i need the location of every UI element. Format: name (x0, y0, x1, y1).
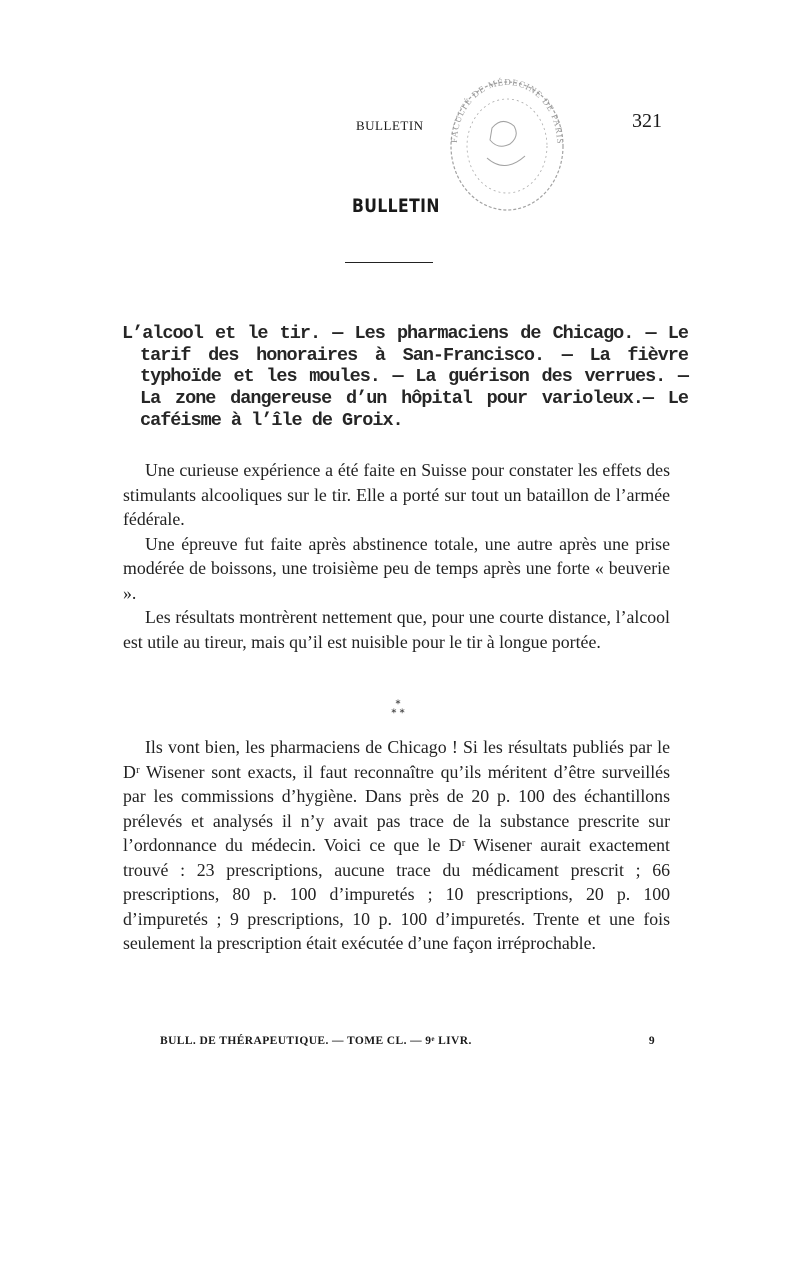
article-alcohol-shooting (123, 458, 670, 654)
stamp-ring-text: FACULTÉ DE MÉDECINE DE PARIS (448, 76, 566, 145)
article-chicago-pharmacists (123, 735, 670, 956)
page-footer (160, 1035, 655, 1047)
library-stamp (437, 58, 577, 228)
footer-signature: BULL. DE THÉRAPEUTIQUE. — TOME CL. — 9ᵉ LIVR. (160, 1035, 472, 1047)
svg-text:FACULTÉ DE MÉDECINE DE PARIS (449, 77, 565, 145)
section-title: BULLETIN (352, 195, 440, 217)
paragraph: Les résultats montrèrent nettement que, pour une courte distance, l’alcool est utile au tireur, mais qu’il est nuisible pour le tir à longue portée. (123, 607, 670, 652)
paragraph: Une curieuse expérience a été faite en Suisse pour constater les effets des stimulants alcooliques sur le tir. Elle a porté sur tout un bataillon de l’armée fédérale. (123, 460, 670, 529)
page-number: 321 (632, 110, 662, 132)
summary-abstract: L’alcool et le tir. — Les pharmaciens de Chicago. — Le tarif des honoraires à San-Francisco. — La fièvre typhoïde et les moules. — La guérison des verrues. — La zone dangereuse d’un hôpital pour varioleux.— Le caféisme à l’île de Groix. (122, 323, 688, 431)
title-rule (345, 262, 433, 263)
paragraph: Une épreuve fut faite après abstinence totale, une autre après une prise modérée de boissons, une troisième peu de temps après une forte « beuverie ». (123, 533, 670, 603)
running-header: BULLETIN (356, 118, 424, 133)
asterism-top: * (395, 699, 401, 710)
footer-sheet-number: 9 (648, 1035, 655, 1047)
asterism-bottom: * * (391, 708, 405, 719)
paragraph: Ils vont bien, les pharmaciens de Chicago ! Si les résultats publiés par le Dʳ Wisener sont exacts, il faut reconnaître qu’ils méritent d’être surveillés par les commissions d’hygiène. Dans près de 20 p. 100 des échantillons prélevés et analysés il n’y avait pas trace de la substance prescrite sur l’ordonnance du médecin. Voici ce que le Dʳ Wisener aurait exactement trouvé : 23 prescriptions, aucune trace du médicament prescrit ; 66 prescriptions, 80 p. 100 d’impuretés ; 10 prescriptions, 20 p. 100 d’impuretés ; 9 prescriptions, 10 p. 100 d’impuretés. Trente et une fois seulement la prescription était exécutée d’une façon irréprochable. (123, 737, 670, 953)
asterism-separator (380, 700, 416, 718)
